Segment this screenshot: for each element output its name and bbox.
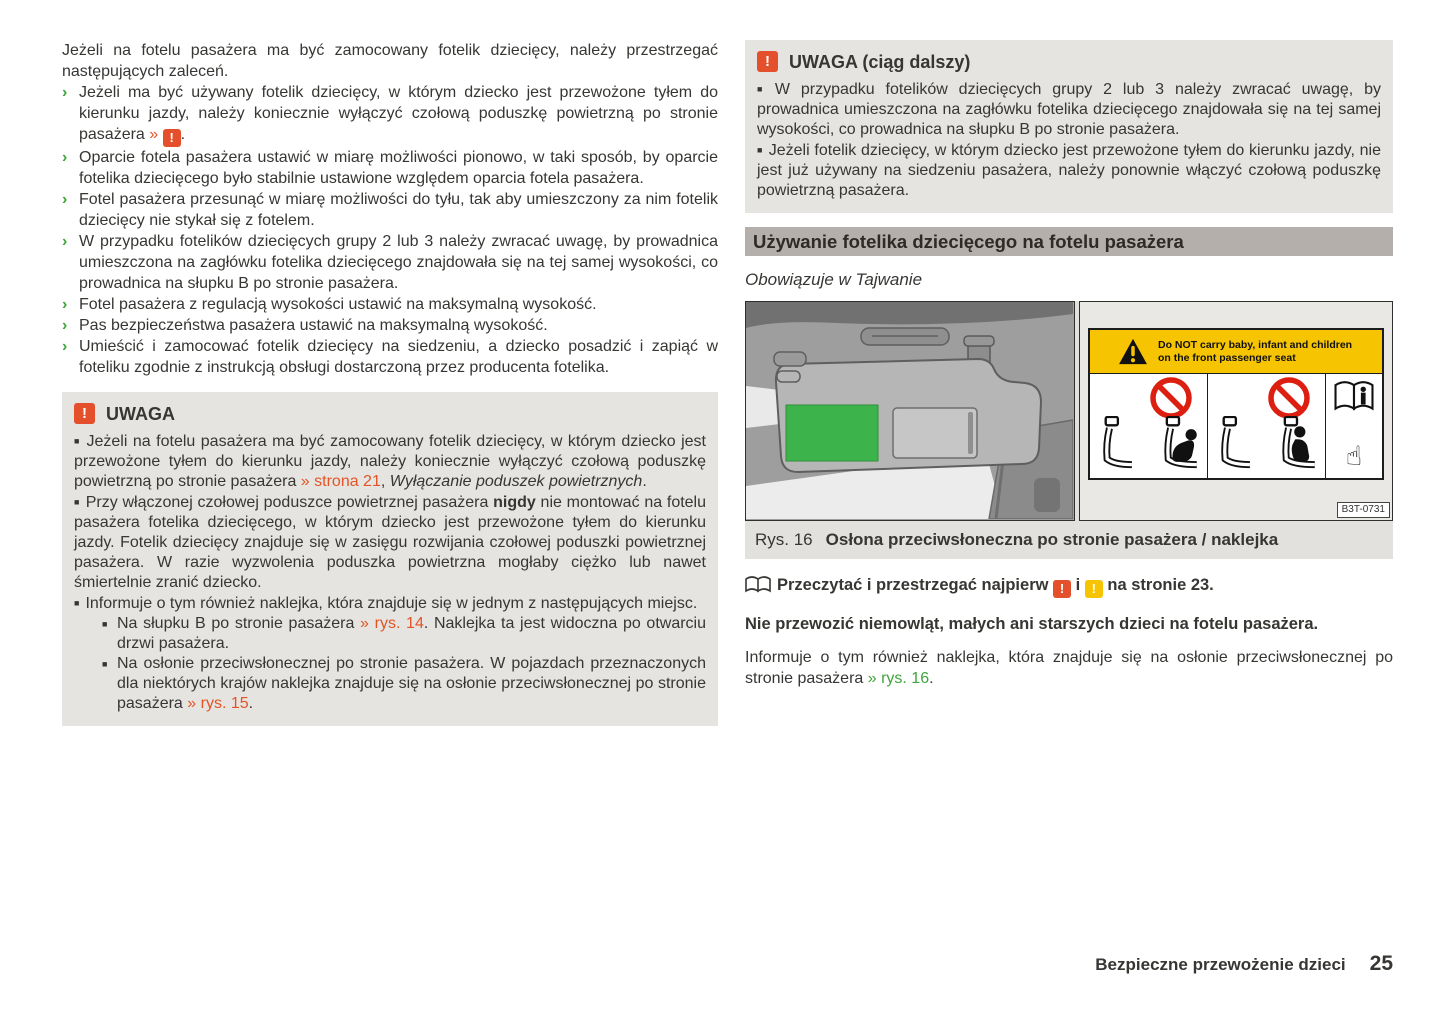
text-run: i — [1071, 576, 1085, 594]
figure-caption — [745, 521, 1393, 559]
cross-reference-link[interactable]: » rys. 15 — [187, 695, 249, 712]
sticker-info-paragraph — [745, 647, 1393, 689]
warning-exclamation-icon: ! — [74, 403, 95, 424]
recommendation-item — [62, 82, 718, 147]
bullet-marker: › — [62, 84, 68, 101]
sun-visor-drawing — [746, 302, 1073, 519]
right-column — [745, 40, 1393, 689]
text-run: Jeżeli ma być używany fotelik dziecięcy, w którym dziecko jest przewożone tyłem do kierunku jazdy, należy koniecznie wyłączyć czołową poduszkę powietrzną po stronie pasażera — [79, 84, 718, 143]
text-run: W przypadku fotelików dziecięcych grupy 2 lub 3 należy zwracać uwagę, by prowadnica umieszczona na zagłówku fotelika dziecięcego znajdowała się na tej samej wysokości, co prowadnica na słupku B po stronie pasażera. — [79, 233, 718, 292]
text-run: Oparcie fotela pasażera ustawić w miarę możliwości pionowo, w taki sposób, by oparcie fotelika dziecięcego było stabilnie ustawione względem oparcia fotela pasażera. — [79, 149, 718, 187]
item-text — [117, 615, 706, 652]
figure-caption-text: Osłona przeciwsłoneczna po stronie pasażera / naklejka — [825, 530, 1279, 549]
item-text — [85, 595, 697, 612]
sticker-grid — [1090, 374, 1382, 478]
page-footer — [1095, 952, 1393, 976]
validity-note: Obowiązuje w Tajwanie — [745, 270, 923, 289]
text-run: . — [642, 473, 647, 490]
warning-red-exclamation-icon: ! — [1053, 580, 1071, 598]
uwaga-continued-title: UWAGA (ciąg dalszy) — [789, 51, 971, 72]
item-text — [79, 191, 718, 229]
text-run: Przeczytać i przestrzegać najpierw — [777, 576, 1054, 594]
bullet-marker: ■ — [102, 619, 108, 629]
sun-visor-illustration — [745, 301, 1075, 521]
figure-caption-label: Rys. 16 — [755, 530, 813, 549]
sticker-cell-forward-facing — [1208, 374, 1326, 478]
text-run: . — [929, 670, 934, 687]
footer-chapter-title: Bezpieczne przewożenie dzieci — [1095, 955, 1346, 974]
warning-sticker — [1088, 328, 1384, 480]
bullet-marker: › — [62, 191, 68, 208]
uwaga-item — [74, 492, 706, 593]
intro-paragraph — [62, 40, 718, 82]
text-run: . — [180, 126, 186, 143]
bullet-marker: › — [62, 233, 68, 250]
text-run: Informuje o tym również naklejka, która znajduje się na osłonie przeciwsłonecznej po stronie pasażera — [745, 649, 1393, 687]
uwaga-item — [74, 593, 706, 614]
item-text — [757, 142, 1381, 199]
sticker-cell-manual-reference — [1326, 374, 1382, 478]
recommendation-list — [62, 82, 718, 378]
sticker-warning-band — [1090, 330, 1382, 374]
cross-reference-link[interactable]: » strona 21 — [300, 473, 381, 490]
prohibition-icon — [1267, 376, 1311, 420]
uwaga-item — [74, 431, 706, 492]
uwaga-sub-item-list — [74, 614, 706, 714]
text-run: Jeżeli na fotelu pasażera ma być zamocowany fotelik dziecięcy, należy przestrzegać następujących zaleceń. — [62, 42, 718, 80]
bullet-marker: ■ — [74, 598, 80, 608]
uwaga-title-row — [74, 403, 706, 424]
bullet-marker: › — [62, 317, 68, 334]
recommendation-item — [62, 336, 718, 378]
uwaga-sub-item — [102, 654, 706, 714]
rear-facing-child-seat-icon — [1155, 416, 1203, 474]
cross-reference-link[interactable]: » rys. 14 — [360, 615, 424, 632]
warning-sticker-panel — [1079, 301, 1393, 521]
item-text — [74, 494, 706, 591]
item-text — [117, 655, 706, 712]
uwaga-title: UWAGA — [106, 403, 175, 424]
uwaga-item — [757, 79, 1381, 140]
bullet-marker: ■ — [102, 659, 108, 669]
bullet-marker: ■ — [74, 436, 81, 446]
warning-red-exclamation-icon: ! — [163, 129, 181, 147]
left-column — [62, 40, 718, 726]
figure-image-row — [745, 301, 1393, 521]
text-run: Fotel pasażera przesunąć w miarę możliwości do tyłu, tak aby umieszczony za nim fotelik dziecięcy nie stykał się z fotelem. — [79, 191, 718, 229]
empty-seat-icon — [1094, 416, 1138, 474]
text-run: Jeżeli fotelik dziecięcy, w którym dziecko jest przewożone tyłem do kierunku jazdy, nie jest już używany na siedzeniu pasażera, należy ponownie włączyć czołową poduszkę powietrzną pasażera. — [757, 142, 1382, 199]
empty-seat-icon — [1212, 416, 1256, 474]
bullet-marker: ■ — [757, 84, 769, 94]
text-run: Na osłonie przeciwsłonecznej po stronie pasażera. W pojazdach przeznaczonych dla niektórych krajów naklejka znajduje się na osłonie przeciwsłonecznej po stronie pasażera — [117, 655, 706, 712]
figure-code-label: B3T-0731 — [1337, 502, 1390, 518]
text-run: Umieścić i zamocować fotelik dziecięcy na siedzeniu, a dziecko posadzić i zapiąć w foteliku zgodnie z instrukcją obsługi dostarczoną przez producenta fotelika. — [79, 338, 718, 376]
text-run: nie montować na fotelu pasażera fotelika dziecięcego, w którym dziecko jest przewożone tyłem do kierunku jazdy. Fotelik dziecięcy znajduje się w zasięgu rozwijania czołowej poduszki powietrznej pasażera. W razie wyzwolenia poduszka powietrzna mogłaby ciężko lub nawet śmiertelnie zranić dziecko. — [74, 494, 707, 591]
text-run: nigdy — [493, 494, 536, 511]
owners-manual-book-icon — [1333, 380, 1375, 412]
pointing-hand-icon: ☝ — [1345, 441, 1363, 472]
recommendation-item — [62, 147, 718, 189]
seats-row — [1094, 416, 1203, 474]
recommendation-item — [62, 294, 718, 315]
warning-triangle-icon — [1118, 338, 1148, 365]
sticker-cell-rear-facing — [1090, 374, 1208, 478]
sticker-text-line1: Do NOT carry baby, infant and children — [1158, 339, 1353, 351]
cross-reference-link[interactable]: » rys. 16 — [867, 670, 930, 687]
item-text — [79, 338, 718, 376]
section-heading: Używanie fotelika dziecięcego na fotelu pasażera — [745, 227, 1393, 256]
item-text — [79, 149, 718, 187]
text-run: W przypadku fotelików dziecięcych grupy 2 lub 3 należy zwracać uwagę, by prowadnica umieszczona na zagłówku fotelika dziecięcego znajdowała się na tej samej wysokości, co prowadnica na słupku B po stronie pasażera. — [757, 81, 1381, 138]
bullet-marker: ■ — [757, 145, 763, 155]
text-run: Informuje o tym również naklejka, która znajduje się w jednym z następujących miejsc. — [85, 595, 698, 612]
uwaga-continued-item-list — [757, 79, 1381, 201]
figure-16 — [745, 301, 1393, 559]
text-run: . Naklejka ta jest widoczna po otwarciu drzwi pasażera. — [117, 615, 707, 652]
text-run: Pas bezpieczeństwa pasażera ustawić na maksymalną wysokość. — [79, 317, 548, 334]
text-run: Na słupku B po stronie pasażera — [117, 615, 361, 632]
uwaga-item — [757, 140, 1381, 201]
seats-row — [1212, 416, 1321, 474]
prohibition-icon — [1149, 376, 1193, 420]
recommendation-item — [62, 231, 718, 294]
bullet-marker: › — [62, 149, 68, 166]
bullet-marker: › — [62, 338, 68, 355]
item-text — [757, 81, 1381, 138]
recommendation-item — [62, 189, 718, 231]
forward-facing-child-seat-icon — [1273, 416, 1321, 474]
owners-manual-book-icon — [745, 575, 771, 599]
text-run: Wyłączanie poduszek powietrznych — [389, 473, 643, 490]
read-first-note — [745, 575, 1393, 599]
text-run: Jeżeli na fotelu pasażera ma być zamocowany fotelik dziecięcy, w którym dziecko jest przewożone tyłem do kierunku jazdy, należy koniecznie wyłączyć czołową poduszkę powietrzną po stronie pasażera — [74, 433, 707, 490]
warning-yellow-exclamation-icon: ! — [1085, 580, 1103, 598]
uwaga-box — [62, 392, 718, 726]
item-text — [74, 433, 706, 490]
bullet-marker: ■ — [74, 497, 80, 507]
page-number: 25 — [1369, 952, 1393, 975]
item-text — [79, 233, 718, 292]
warning-exclamation-icon: ! — [757, 51, 778, 72]
item-text — [79, 317, 548, 334]
text-run: Przy włączonej czołowej poduszce powietrznej pasażera — [85, 494, 494, 511]
text-run: Fotel pasażera z regulacją wysokości ustawić na maksymalną wysokość. — [79, 296, 597, 313]
item-text — [79, 84, 718, 143]
uwaga-sub-item — [102, 614, 706, 654]
sticker-warning-text — [1158, 339, 1352, 364]
recommendation-item — [62, 315, 718, 336]
item-text — [79, 296, 597, 313]
prohibition-statement: Nie przewozić niemowląt, małych ani starszych dzieci na fotelu pasażera. — [745, 615, 1319, 633]
text-run: , — [380, 473, 390, 490]
uwaga-continued-box — [745, 40, 1393, 213]
bullet-marker: › — [62, 296, 68, 313]
cross-reference-link[interactable]: » — [149, 126, 163, 143]
sticker-text-line2: on the front passenger seat — [1158, 351, 1296, 364]
text-run: na stronie 23. — [1102, 576, 1214, 594]
uwaga-continued-title-row — [757, 51, 1381, 72]
uwaga-item-list — [74, 431, 706, 614]
text-run: . — [248, 695, 254, 712]
